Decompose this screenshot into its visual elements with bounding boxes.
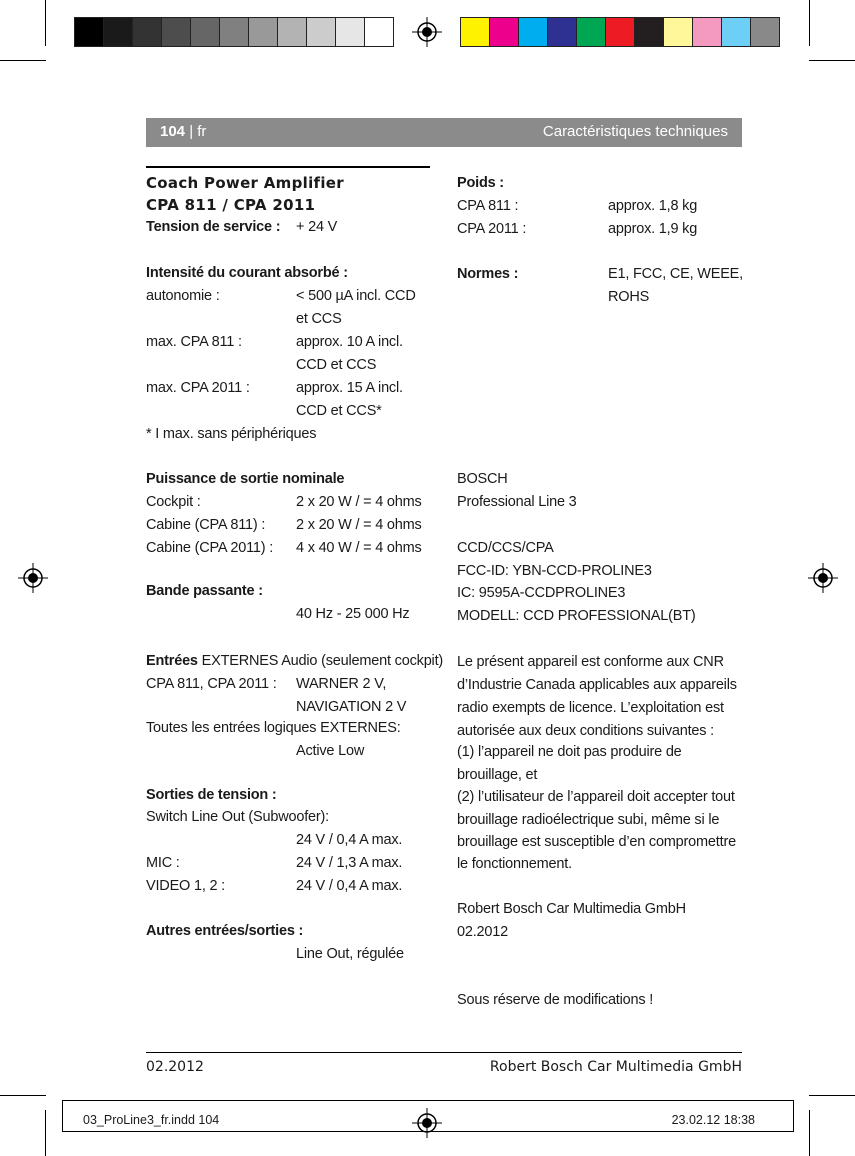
spec-value: E1, FCC, CE, WEEE, bbox=[608, 266, 743, 282]
spec-value: 24 V / 0,4 A max. bbox=[296, 878, 403, 894]
section-heading: Poids : bbox=[457, 175, 504, 191]
spec-label: CPA 2011 : bbox=[457, 221, 527, 237]
color-swatch bbox=[161, 17, 191, 47]
color-swatch bbox=[190, 17, 220, 47]
spec-label: Cabine (CPA 811) : bbox=[146, 517, 266, 533]
modification-notice: Sous réserve de modifications ! bbox=[457, 992, 654, 1008]
compliance-line: brouillage est susceptible d’en compromettre bbox=[457, 834, 736, 850]
slug-timestamp: 23.02.12 18:38 bbox=[671, 1113, 755, 1127]
compliance-line: Le présent appareil est conforme aux CNR bbox=[457, 654, 724, 670]
spec-value: CCD et CCS* bbox=[296, 403, 382, 419]
spec-value: approx. 15 A incl. bbox=[296, 380, 403, 396]
section-heading: Bande passante : bbox=[146, 583, 263, 599]
compliance-line: (2) l’utilisateur de l’appareil doit accepter tout bbox=[457, 789, 735, 805]
spec-label: Cabine (CPA 2011) : bbox=[146, 540, 274, 556]
spec-label: Switch Line Out (Subwoofer): bbox=[146, 809, 329, 825]
registration-mark-icon bbox=[412, 17, 442, 47]
ic-id: IC: 9595A-CCDPROLINE3 bbox=[457, 585, 626, 601]
compliance-line: (1) l’appareil ne doit pas produire de bbox=[457, 744, 682, 760]
spec-label: MIC : bbox=[146, 855, 180, 871]
page-header bbox=[146, 118, 742, 147]
compliance-line: brouillage radioélectrique subi, même si le bbox=[457, 812, 720, 828]
spec-value: CCD et CCS bbox=[296, 357, 377, 373]
color-swatch bbox=[721, 17, 751, 47]
product-codes: CCD/CCS/CPA bbox=[457, 540, 554, 556]
color-swatch bbox=[306, 17, 336, 47]
spec-label: CPA 811 : bbox=[457, 198, 519, 214]
document-date: 02.2012 bbox=[457, 924, 509, 940]
spec-label: max. CPA 811 : bbox=[146, 334, 242, 350]
spec-value: approx. 1,9 kg bbox=[608, 221, 698, 237]
product-title: Coach Power Amplifier bbox=[146, 174, 344, 192]
color-swatch bbox=[335, 17, 365, 47]
compliance-line: d’Industrie Canada applicables aux appareils bbox=[457, 677, 737, 693]
brand-name: BOSCH bbox=[457, 471, 508, 487]
spec-value: + 24 V bbox=[296, 219, 338, 235]
color-swatch bbox=[489, 17, 519, 47]
color-swatch bbox=[248, 17, 278, 47]
spec-value: Active Low bbox=[296, 743, 365, 759]
color-swatch bbox=[277, 17, 307, 47]
print-slug bbox=[62, 1100, 794, 1132]
section-title: Caractéristiques techniques bbox=[542, 123, 728, 140]
section-heading: Normes : bbox=[457, 266, 519, 282]
spec-value: 24 V / 0,4 A max. bbox=[296, 832, 403, 848]
spec-value: 4 x 40 W / = 4 ohms bbox=[296, 540, 422, 556]
color-swatch bbox=[634, 17, 664, 47]
color-swatch bbox=[132, 17, 162, 47]
spec-label: Toutes les entrées logiques EXTERNES: bbox=[146, 720, 401, 736]
spec-value: 2 x 20 W / = 4 ohms bbox=[296, 517, 422, 533]
company-name: Robert Bosch Car Multimedia GmbH bbox=[457, 901, 686, 917]
spec-value: et CCS bbox=[296, 311, 342, 327]
spec-value: 40 Hz - 25 000 Hz bbox=[296, 606, 410, 622]
spec-value: Line Out, régulée bbox=[296, 946, 404, 962]
spec-value: WARNER 2 V, bbox=[296, 676, 387, 692]
section-heading: Entrées bbox=[146, 653, 198, 669]
section-heading: Autres entrées/sorties : bbox=[146, 923, 304, 939]
color-swatch bbox=[547, 17, 577, 47]
spec-label: VIDEO 1, 2 : bbox=[146, 878, 225, 894]
fcc-id: FCC-ID: YBN-CCD-PROLINE3 bbox=[457, 563, 652, 579]
spec-value: < 500 µA incl. CCD bbox=[296, 288, 416, 304]
spec-value: ROHS bbox=[608, 289, 650, 305]
spec-label: max. CPA 2011 : bbox=[146, 380, 250, 396]
color-swatch bbox=[663, 17, 693, 47]
footer-company: Robert Bosch Car Multimedia GmbH bbox=[489, 1059, 742, 1075]
product-model: CPA 811 / CPA 2011 bbox=[146, 196, 316, 214]
section-heading: Puissance de sortie nominale bbox=[146, 471, 345, 487]
section-heading: Intensité du courant absorbé : bbox=[146, 265, 348, 281]
slug-file: 03_ProLine3_fr.indd 104 bbox=[83, 1113, 220, 1127]
color-swatch bbox=[518, 17, 548, 47]
color-swatch bbox=[103, 17, 133, 47]
spec-label: Tension de service : bbox=[146, 219, 281, 235]
spec-label: CPA 811, CPA 2011 : bbox=[146, 676, 277, 692]
title-rule bbox=[146, 166, 430, 168]
spec-value: 24 V / 1,3 A max. bbox=[296, 855, 403, 871]
color-swatch bbox=[219, 17, 249, 47]
footnote: * I max. sans périphériques bbox=[146, 426, 317, 442]
spec-label: Cockpit : bbox=[146, 494, 201, 510]
model-id: MODELL: CCD PROFESSIONAL(BT) bbox=[457, 608, 696, 624]
color-swatch bbox=[605, 17, 635, 47]
spec-value: approx. 10 A incl. bbox=[296, 334, 403, 350]
color-swatch bbox=[692, 17, 722, 47]
footer-rule bbox=[146, 1052, 742, 1053]
product-name: Professional Line 3 bbox=[457, 494, 577, 510]
inputs-line: Entrées EXTERNES Audio (seulement cockpit) bbox=[146, 653, 444, 669]
color-swatch bbox=[364, 17, 394, 47]
compliance-line: autorisée aux deux conditions suivantes : bbox=[457, 723, 714, 739]
section-heading: Sorties de tension : bbox=[146, 787, 277, 803]
compliance-line: radio exempts de licence. L’exploitation est bbox=[457, 700, 724, 716]
footer-date: 02.2012 bbox=[146, 1059, 204, 1075]
spec-value: 2 x 20 W / = 4 ohms bbox=[296, 494, 422, 510]
compliance-line: brouillage, et bbox=[457, 767, 538, 783]
spec-label: autonomie : bbox=[146, 288, 220, 304]
color-swatch bbox=[750, 17, 780, 47]
page-number: 104 | fr bbox=[160, 123, 207, 140]
color-swatch bbox=[74, 17, 104, 47]
spec-value: NAVIGATION 2 V bbox=[296, 699, 407, 715]
spec-value: approx. 1,8 kg bbox=[608, 198, 698, 214]
compliance-line: le fonctionnement. bbox=[457, 856, 572, 872]
registration-mark-icon bbox=[808, 563, 838, 593]
color-swatch bbox=[460, 17, 490, 47]
registration-mark-icon bbox=[18, 563, 48, 593]
color-swatch bbox=[576, 17, 606, 47]
